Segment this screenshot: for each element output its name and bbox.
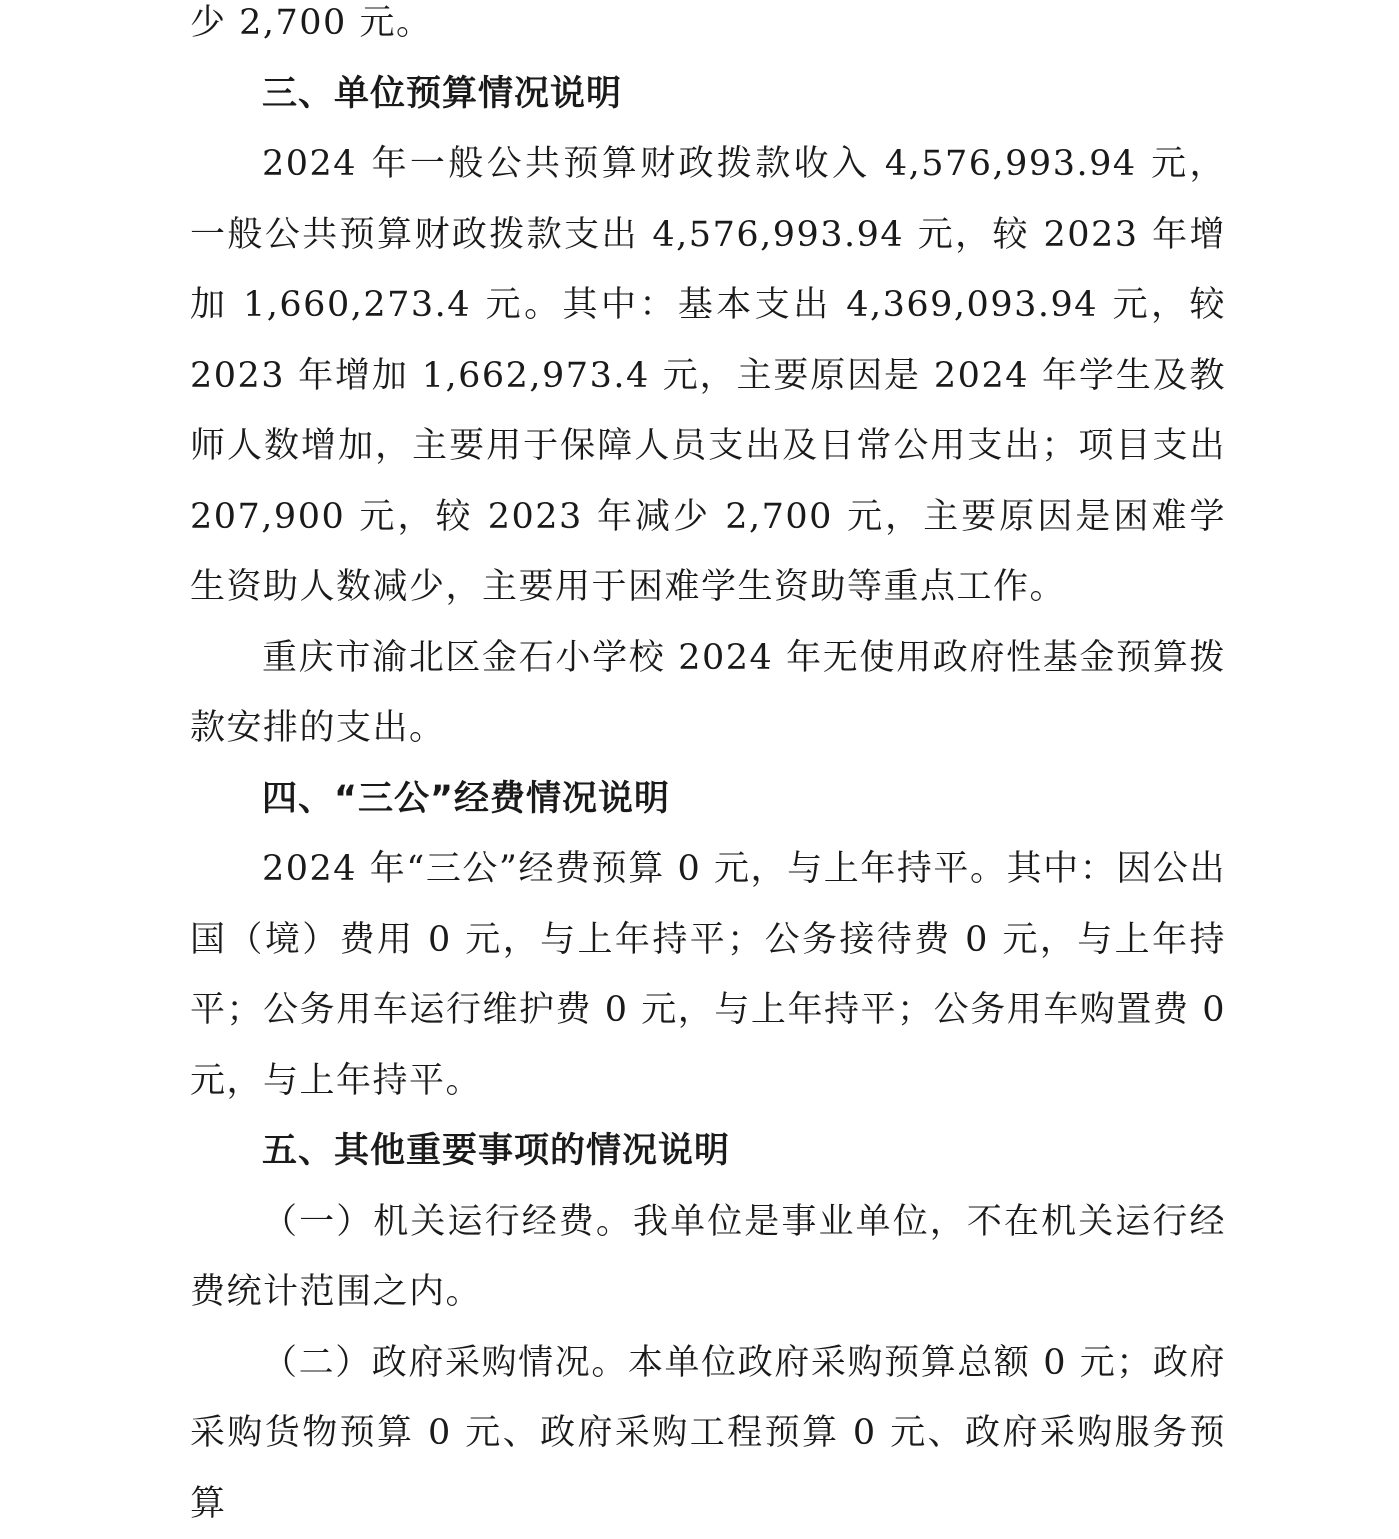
section-heading-three-public: 四、“三公”经费情况说明 — [190, 764, 1226, 835]
paragraph-three-public-expenses: 2024 年“三公”经费预算 0 元，与上年持平。其中：因公出国（境）费用 0 元，与上年持平；公务接待费 0 元，与上年持平；公务用车运行维护费 0 元，与上年持平；公务用车购置费 0 元，与上年持平。 — [190, 834, 1226, 1116]
document-page — [190, 0, 1226, 1539]
paragraph-continued: 少 2,700 元。 — [190, 0, 1226, 59]
paragraph-government-fund: 重庆市渝北区金石小学校 2024 年无使用政府性基金预算拨款安排的支出。 — [190, 623, 1226, 764]
paragraph-operating-expenses: （一）机关运行经费。我单位是事业单位，不在机关运行经费统计范围之内。 — [190, 1187, 1226, 1328]
paragraph-general-budget: 2024 年一般公共预算财政拨款收入 4,576,993.94 元，一般公共预算财政拨款支出 4,576,993.94 元，较 2023 年增加 1,660,273.4 元。其中：基本支出 4,369,093.94 元，较 2023 年增加 1,662,973.4 元，主要原因是 2024 年学生及教师人数增加，主要用于保障人员支出及日常公用支出；项目支出 207,900 元，较 2023 年减少 2,700 元，主要原因是困难学生资助人数减少，主要用于困难学生资助等重点工作。 — [190, 129, 1226, 623]
paragraph-procurement: （二）政府采购情况。本单位政府采购预算总额 0 元；政府采购货物预算 0 元、政府采购工程预算 0 元、政府采购服务预算 — [190, 1328, 1226, 1539]
section-heading-other-matters: 五、其他重要事项的情况说明 — [190, 1116, 1226, 1187]
section-heading-unit-budget: 三、单位预算情况说明 — [190, 59, 1226, 130]
